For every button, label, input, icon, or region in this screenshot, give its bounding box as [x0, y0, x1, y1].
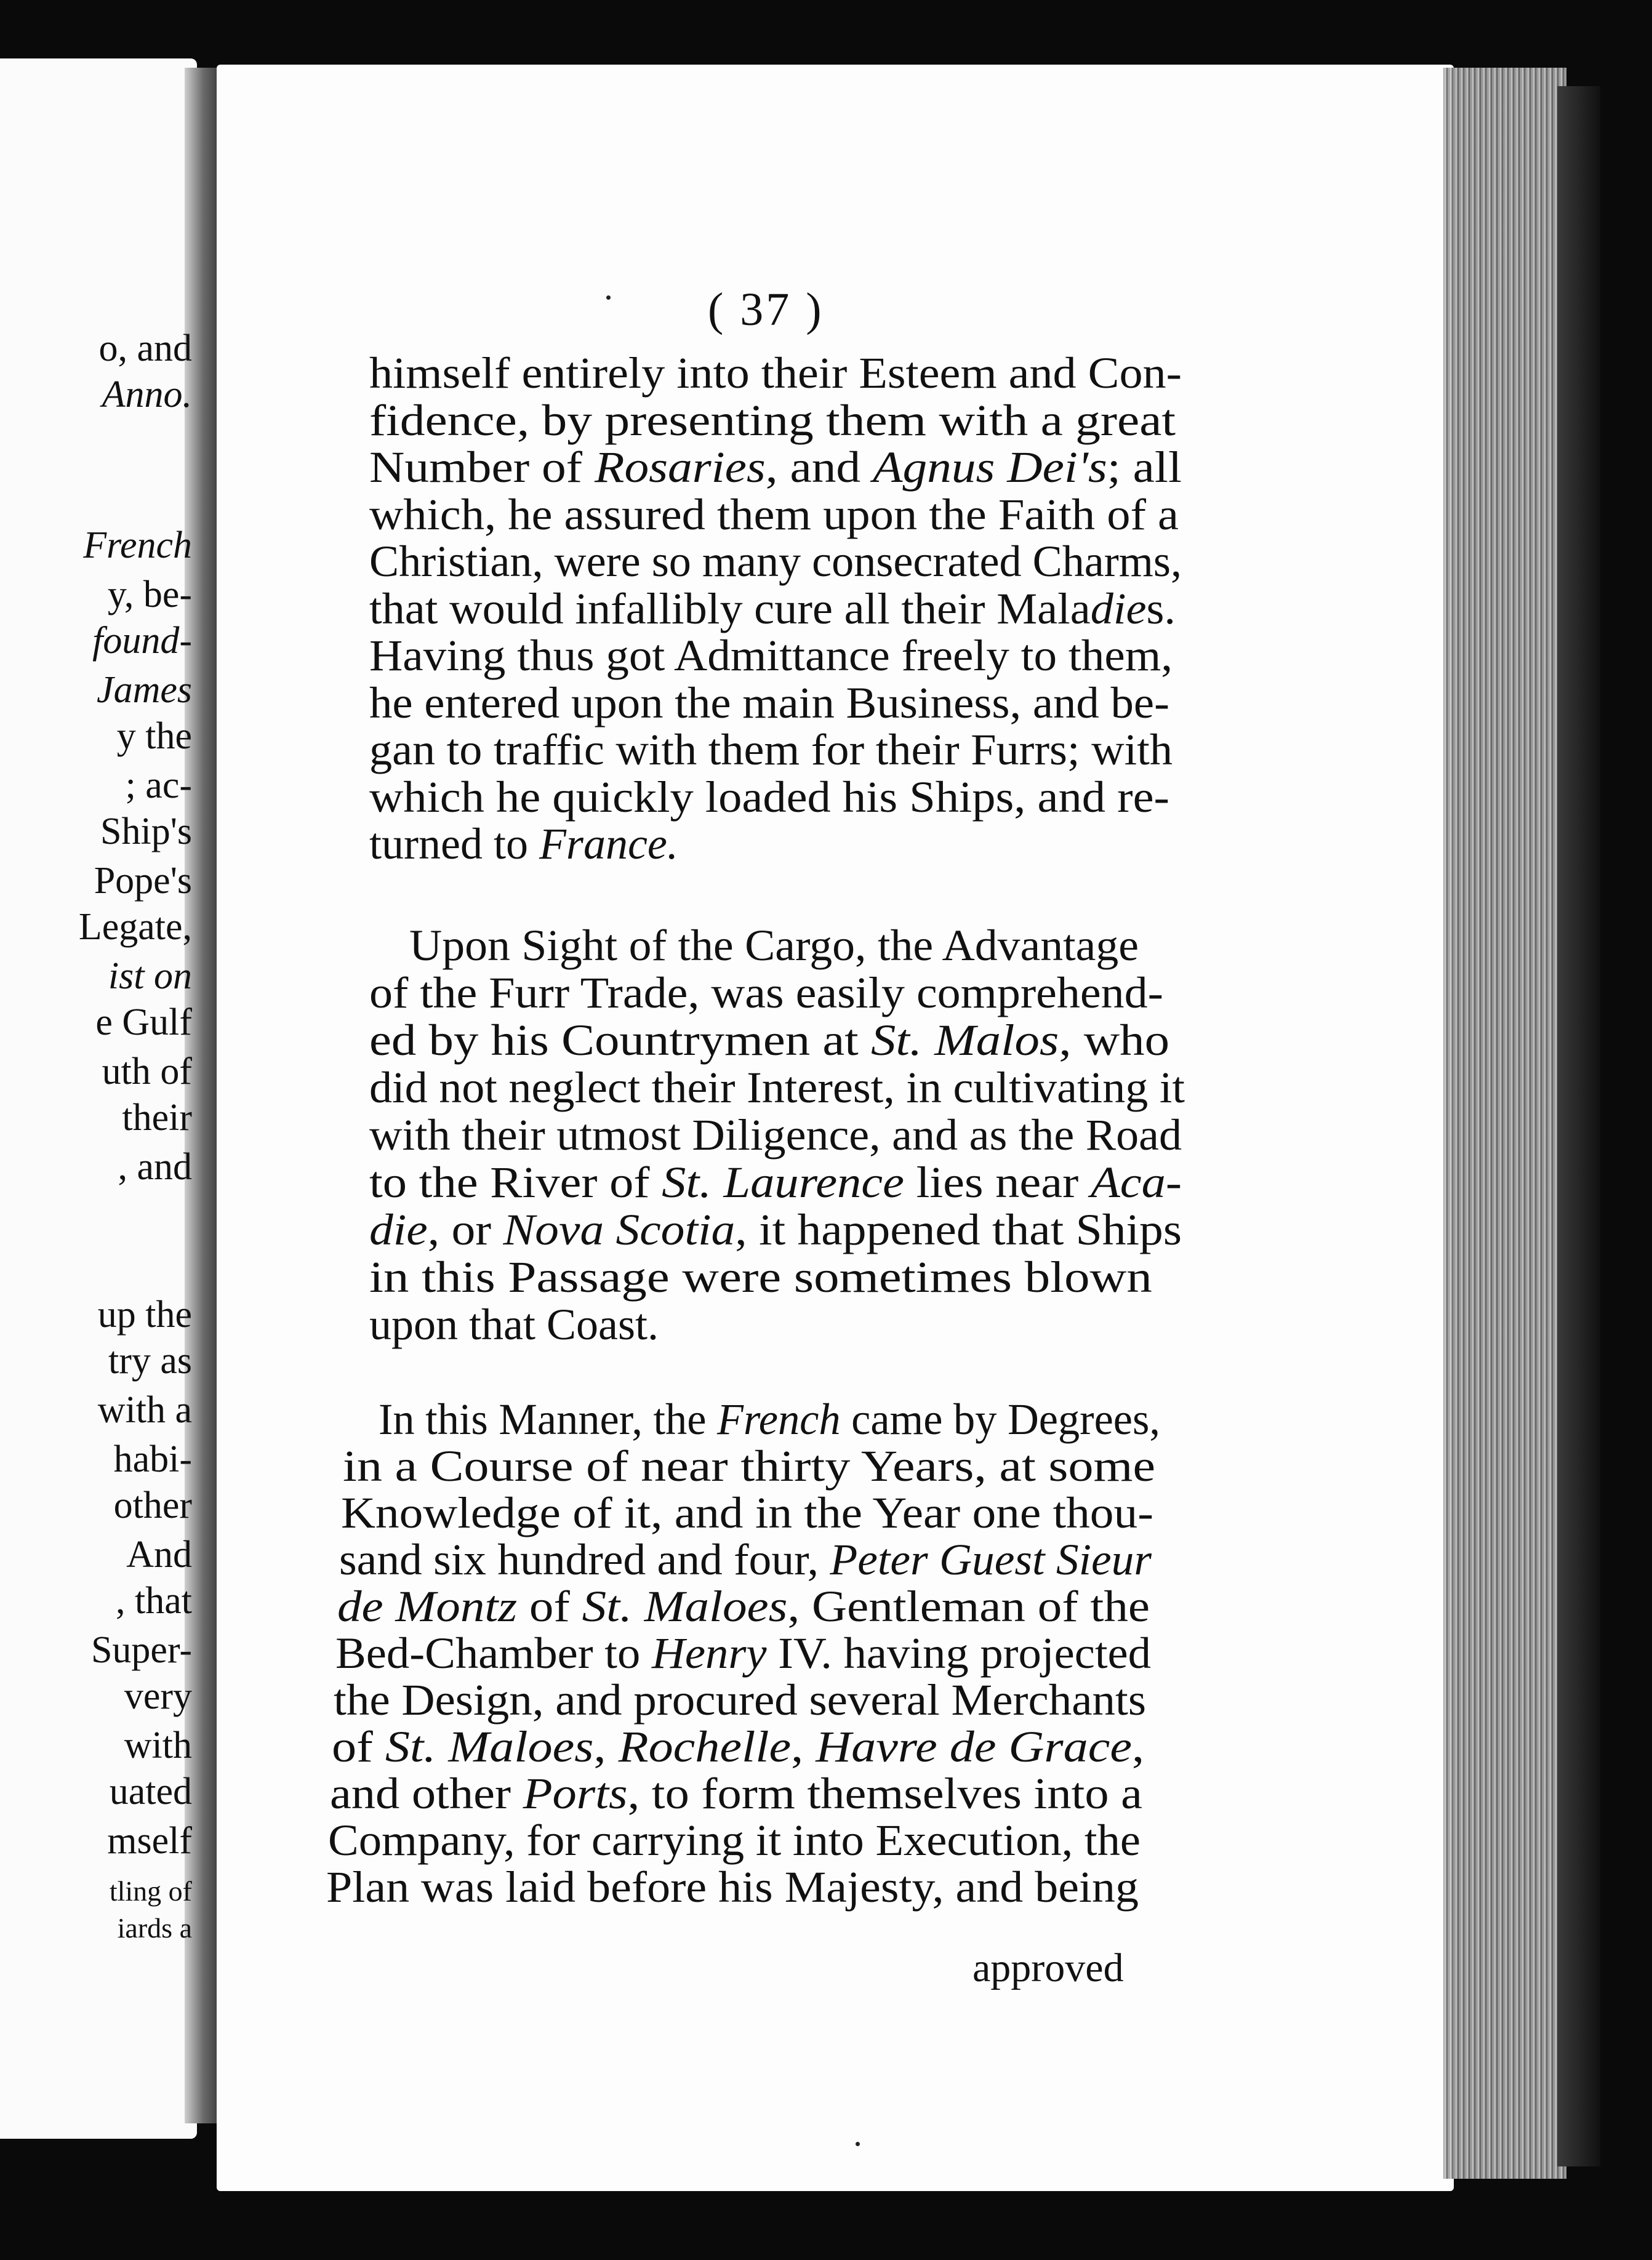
text-line: fidence, by presenting them with a great	[369, 395, 1176, 445]
text-line: sand six hundred and four, Peter Guest Sieur	[339, 1535, 1152, 1584]
previous-page-line: And	[126, 1534, 192, 1576]
text-line: in a Course of near thirty Years, at some	[343, 1441, 1155, 1491]
previous-page-line: ist on	[108, 955, 192, 997]
book-cover-edge	[1557, 86, 1600, 2166]
text-line: of St. Maloes, Rochelle, Havre de Grace,	[332, 1722, 1144, 1771]
text-line: Bed-Chamber to Henry IV. having projected	[335, 1629, 1152, 1678]
text-line: Company, for carrying it into Execution, the	[328, 1816, 1141, 1865]
previous-page-line: ; ac-	[125, 764, 192, 806]
text-line: Knowledge of it, and in the Year one thou-	[341, 1488, 1153, 1537]
previous-page-line: found-	[92, 620, 192, 662]
previous-page-line: , and	[118, 1146, 192, 1188]
text-line: which he quickly loaded his Ships, and re-	[369, 772, 1169, 822]
previous-page-line: Anno.	[102, 374, 192, 415]
previous-page-line: uth of	[102, 1051, 192, 1092]
previous-page-line: with	[124, 1725, 192, 1766]
text-line: Upon Sight of the Cargo, the Advantage	[409, 921, 1139, 970]
catchword: approved	[972, 1945, 1124, 1990]
previous-page-line: uated	[109, 1771, 192, 1813]
page-number: ( 37 )	[708, 284, 824, 335]
text-line: himself entirely into their Esteem and Con-	[369, 348, 1182, 398]
text-line: de Montz of St. Maloes, Gentleman of the	[337, 1582, 1150, 1631]
previous-page-line: y, be-	[107, 574, 192, 615]
previous-page-line: Legate,	[78, 906, 192, 948]
previous-page-line: up the	[97, 1294, 192, 1336]
text-line: Plan was laid before his Majesty, and being	[326, 1862, 1139, 1912]
text-line: with their utmost Diligence, and as the Road	[369, 1110, 1182, 1160]
previous-page-line: , that	[116, 1580, 192, 1622]
previous-page-line: habi-	[113, 1438, 192, 1480]
previous-page-line: e Gulf	[95, 1001, 192, 1043]
previous-page-line: y the	[116, 715, 192, 757]
previous-page-line: their	[122, 1097, 192, 1139]
previous-page-line: iards a	[117, 1912, 192, 1944]
text-line: Having thus got Admittance freely to them,	[369, 631, 1173, 680]
ink-speck	[606, 295, 611, 300]
previous-page-line: Super-	[90, 1629, 192, 1671]
previous-page-line: very	[124, 1675, 192, 1717]
previous-page-line: other	[113, 1485, 192, 1526]
text-line: in this Passage were sometimes blown	[369, 1252, 1152, 1302]
text-line: ed by his Countrymen at St. Malos, who	[369, 1016, 1169, 1065]
previous-page-line: mself	[107, 1820, 192, 1862]
text-line: to the River of St. Laurence lies near Aca-	[369, 1158, 1182, 1207]
previous-page-line: James	[97, 669, 192, 711]
text-line: did not neglect their Interest, in cultivating it	[369, 1063, 1185, 1112]
previous-page-line: o, and	[98, 327, 192, 369]
text-line: Number of Rosaries, and Agnus Dei's; all	[369, 443, 1182, 492]
text-line: turned to France.	[369, 819, 678, 868]
text-line: Christian, were so many consecrated Charms,	[369, 537, 1182, 586]
text-line: that would infallibly cure all their Maladies.	[369, 583, 1176, 633]
previous-page-line: French	[83, 524, 192, 566]
text-line: of the Furr Trade, was easily comprehend-	[369, 968, 1163, 1017]
previous-page-line: with a	[97, 1389, 192, 1431]
previous-page-line: Pope's	[94, 860, 192, 902]
ink-speck	[856, 2142, 860, 2146]
text-line: he entered upon the main Business, and be-	[369, 678, 1169, 727]
text-line: gan to traffic with them for their Furrs; with	[369, 725, 1173, 774]
text-line: which, he assured them upon the Faith of a	[369, 489, 1179, 539]
text-line: and other Ports, to form themselves into a	[330, 1769, 1142, 1818]
text-line: upon that Coast.	[369, 1300, 659, 1349]
text-line: the Design, and procured several Merchants	[334, 1675, 1146, 1725]
previous-page-line: tling of	[109, 1875, 192, 1907]
previous-page-line: try as	[108, 1340, 192, 1382]
text-line: die, or Nova Scotia, it happened that Ships	[369, 1205, 1182, 1254]
text-line: In this Manner, the French came by Degrees,	[379, 1395, 1160, 1444]
page-edges	[1443, 68, 1566, 2179]
previous-page-line: Ship's	[100, 811, 192, 852]
